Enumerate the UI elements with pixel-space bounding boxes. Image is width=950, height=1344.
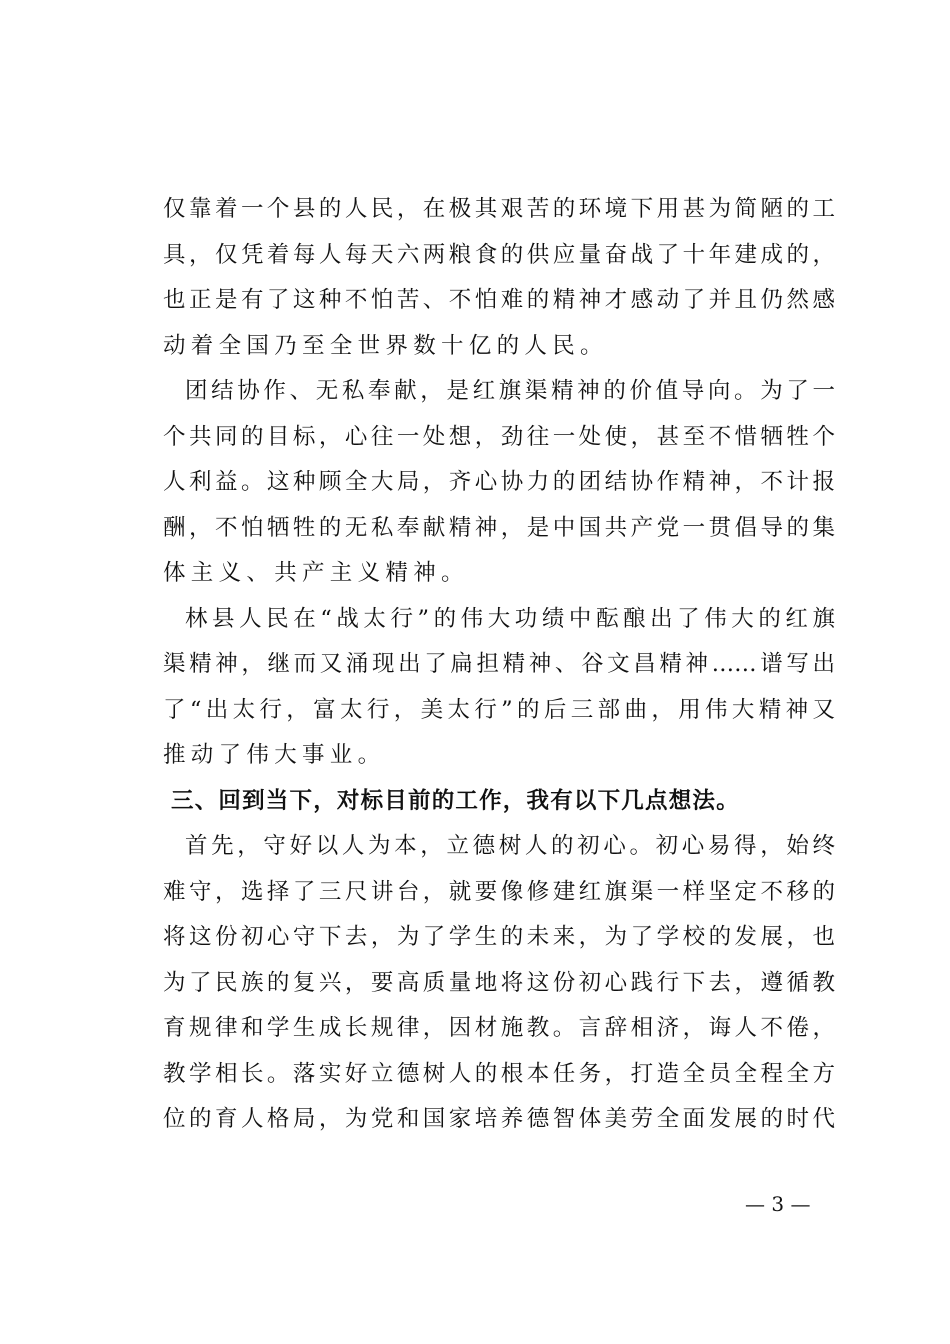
text-line: 将这份初心守下去，为了学生的未来，为了学校的发展，也 [163,924,835,950]
text-line: 位的育人格局，为党和国家培养德智体美劳全面发展的时代 [163,1106,835,1132]
text-line: 渠精神，继而又涌现出了扁担精神、谷文昌精神……谱写出 [163,651,835,677]
text-line: 动着全国乃至全世界数十亿的人民。 [163,332,608,359]
paragraph-4 [163,824,835,1143]
paragraph-3 [163,597,835,779]
section-heading: 三、回到当下，对标目前的工作，我有以下几点想法。 [171,787,740,814]
page-number: — 3 — [745,1192,811,1216]
body-text [163,187,835,1143]
text-line: 为了民族的复兴，要高质量地将这份初心践行下去，遵循教 [163,969,835,996]
text-line: 也正是有了这种不怕苦、不怕难的精神才感动了并且仍然感 [163,287,835,313]
text-line: 难守，选择了三尺讲台，就要像修建红旗渠一样坚定不移的 [163,878,835,905]
paragraph-1 [163,187,835,369]
text-line: 推动了伟大事业。 [163,742,386,768]
text-line: 具，仅凭着每人每天六两粮食的供应量奋战了十年建成的， [163,241,835,268]
text-line: 育规律和学生成长规律，因材施教。言辞相济，诲人不倦， [163,1015,835,1041]
text-line: 体主义、共产主义精神。 [163,560,469,586]
text-line: 了“出太行，富太行，美太行”的后三部曲，用伟大精神又 [163,696,835,723]
text-line: 酬，不怕牺牲的无私奉献精神，是中国共产党一贯倡导的集 [163,514,835,541]
text-line: 教学相长。落实好立德树人的根本任务，打造全员全程全方 [163,1060,835,1087]
text-line: 人利益。这种顾全大局，齐心协力的团结协作精神，不计报 [163,469,835,495]
text-line: 仅靠着一个县的人民，在极其艰苦的环境下用甚为简陋的工 [163,196,835,222]
text-line: 首先，守好以人为本，立德树人的初心。初心易得，始终 [185,833,835,859]
text-line: 林县人民在“战太行”的伟大功绩中酝酿出了伟大的红旗 [185,605,835,632]
paragraph-2 [163,369,835,597]
text-line: 团结协作、无私奉献，是红旗渠精神的价值导向。为了一 [185,378,835,404]
text-line: 个共同的目标，心往一处想，劲往一处使，甚至不惜牺牲个 [163,423,835,450]
